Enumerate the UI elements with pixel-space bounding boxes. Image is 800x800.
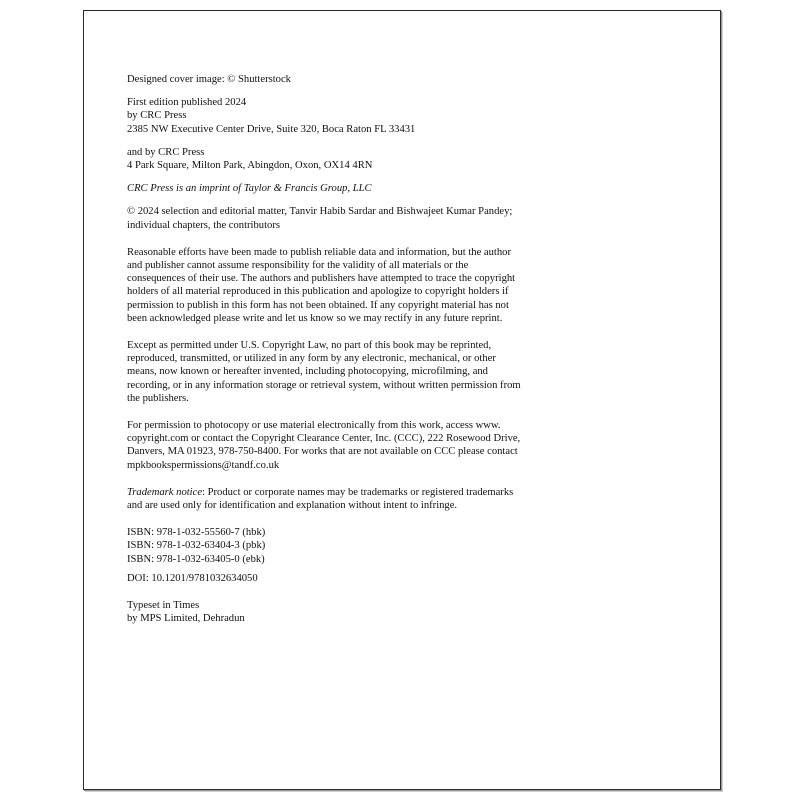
rights-line: recording, or in any information storage or retrieval system, without written permission from (127, 379, 521, 391)
second-publisher-line: and by CRC Press (127, 146, 205, 158)
trademark-text: : Product or corporate names may be trademarks or registered trademarks (202, 486, 514, 498)
copyright-block (127, 205, 607, 231)
disclaimer-paragraph (127, 246, 607, 325)
cover-credit (127, 73, 607, 86)
permissions-line: copyright.com or contact the Copyright Clearance Center, Inc. (CCC), 222 Rosewood Drive, (127, 433, 521, 445)
doi-block (127, 572, 607, 585)
us-address-line: 2385 NW Executive Center Drive, Suite 320, Boca Raton FL 33431 (127, 123, 416, 135)
isbn-ebk: ISBN: 978-1-032-63405-0 (ebk) (127, 553, 265, 565)
rights-paragraph (127, 339, 607, 405)
first-edition-block (127, 96, 607, 136)
copyright-line: individual chapters, the contributors (127, 219, 280, 231)
rights-line: the publishers. (127, 392, 189, 404)
isbn-hbk: ISBN: 978-1-032-55560-7 (hbk) (127, 527, 266, 539)
permissions-email: mpkbookspermissions@tandf.co.uk (127, 459, 280, 471)
rights-line: means, now known or hereafter invented, including photocopying, microfilming, and (127, 366, 488, 378)
cover-credit-text: Designed cover image: © Shutterstock (127, 74, 291, 85)
disclaimer-line: consequences of their use. The authors and publishers have attempted to trace the copyright (127, 273, 516, 285)
disclaimer-line: been acknowledged please write and let us know so we may rectify in any future reprint. (127, 312, 503, 324)
second-address-block (127, 146, 607, 172)
disclaimer-line: holders of all material reproduced in this publication and apologize to copyright holders if (127, 286, 509, 298)
disclaimer-line: Reasonable efforts have been made to publish reliable data and information, but the author (127, 246, 511, 258)
typesetter-line: by MPS Limited, Dehradun (127, 613, 245, 625)
uk-address-line: 4 Park Square, Milton Park, Abingdon, Oxon, OX14 4RN (127, 160, 373, 172)
typeset-block (127, 599, 607, 625)
page-content (127, 73, 607, 636)
trademark-line: and are used only for identification and explanation without intent to infringe. (127, 500, 458, 512)
typeset-line: Typeset in Times (127, 600, 200, 612)
rights-line: reproduced, transmitted, or utilized in any form by any electronic, mechanical, or other (127, 353, 496, 365)
copyright-line: © 2024 selection and editorial matter, Tanvir Habib Sardar and Bishwajeet Kumar Pandey; (127, 206, 513, 218)
isbn-block (127, 526, 607, 566)
publisher-line: by CRC Press (127, 110, 187, 122)
trademark-paragraph (127, 486, 607, 512)
disclaimer-line: permission to publish in this form has not been obtained. If any copyright material has not (127, 299, 509, 311)
trademark-label: Trademark notice (127, 486, 203, 498)
permissions-paragraph (127, 419, 607, 472)
permissions-line: Danvers, MA 01923, 978-750-8400. For works that are not available on CCC please contact (127, 446, 518, 458)
rights-line: Except as permitted under U.S. Copyright Law, no part of this book may be reprinted, (127, 340, 492, 352)
first-edition-line: First edition published 2024 (127, 97, 247, 109)
permissions-line: For permission to photocopy or use material electronically from this work, access www. (127, 420, 501, 432)
imprint-block (127, 182, 607, 195)
imprint-text: CRC Press is an imprint of Taylor & Francis Group, LLC (127, 183, 372, 195)
trademark-line (127, 486, 607, 499)
isbn-pbk: ISBN: 978-1-032-63404-3 (pbk) (127, 540, 266, 552)
doi-text: DOI: 10.1201/9781032634050 (127, 572, 258, 584)
disclaimer-line: and publisher cannot assume responsibility for the validity of all materials or the (127, 260, 469, 272)
